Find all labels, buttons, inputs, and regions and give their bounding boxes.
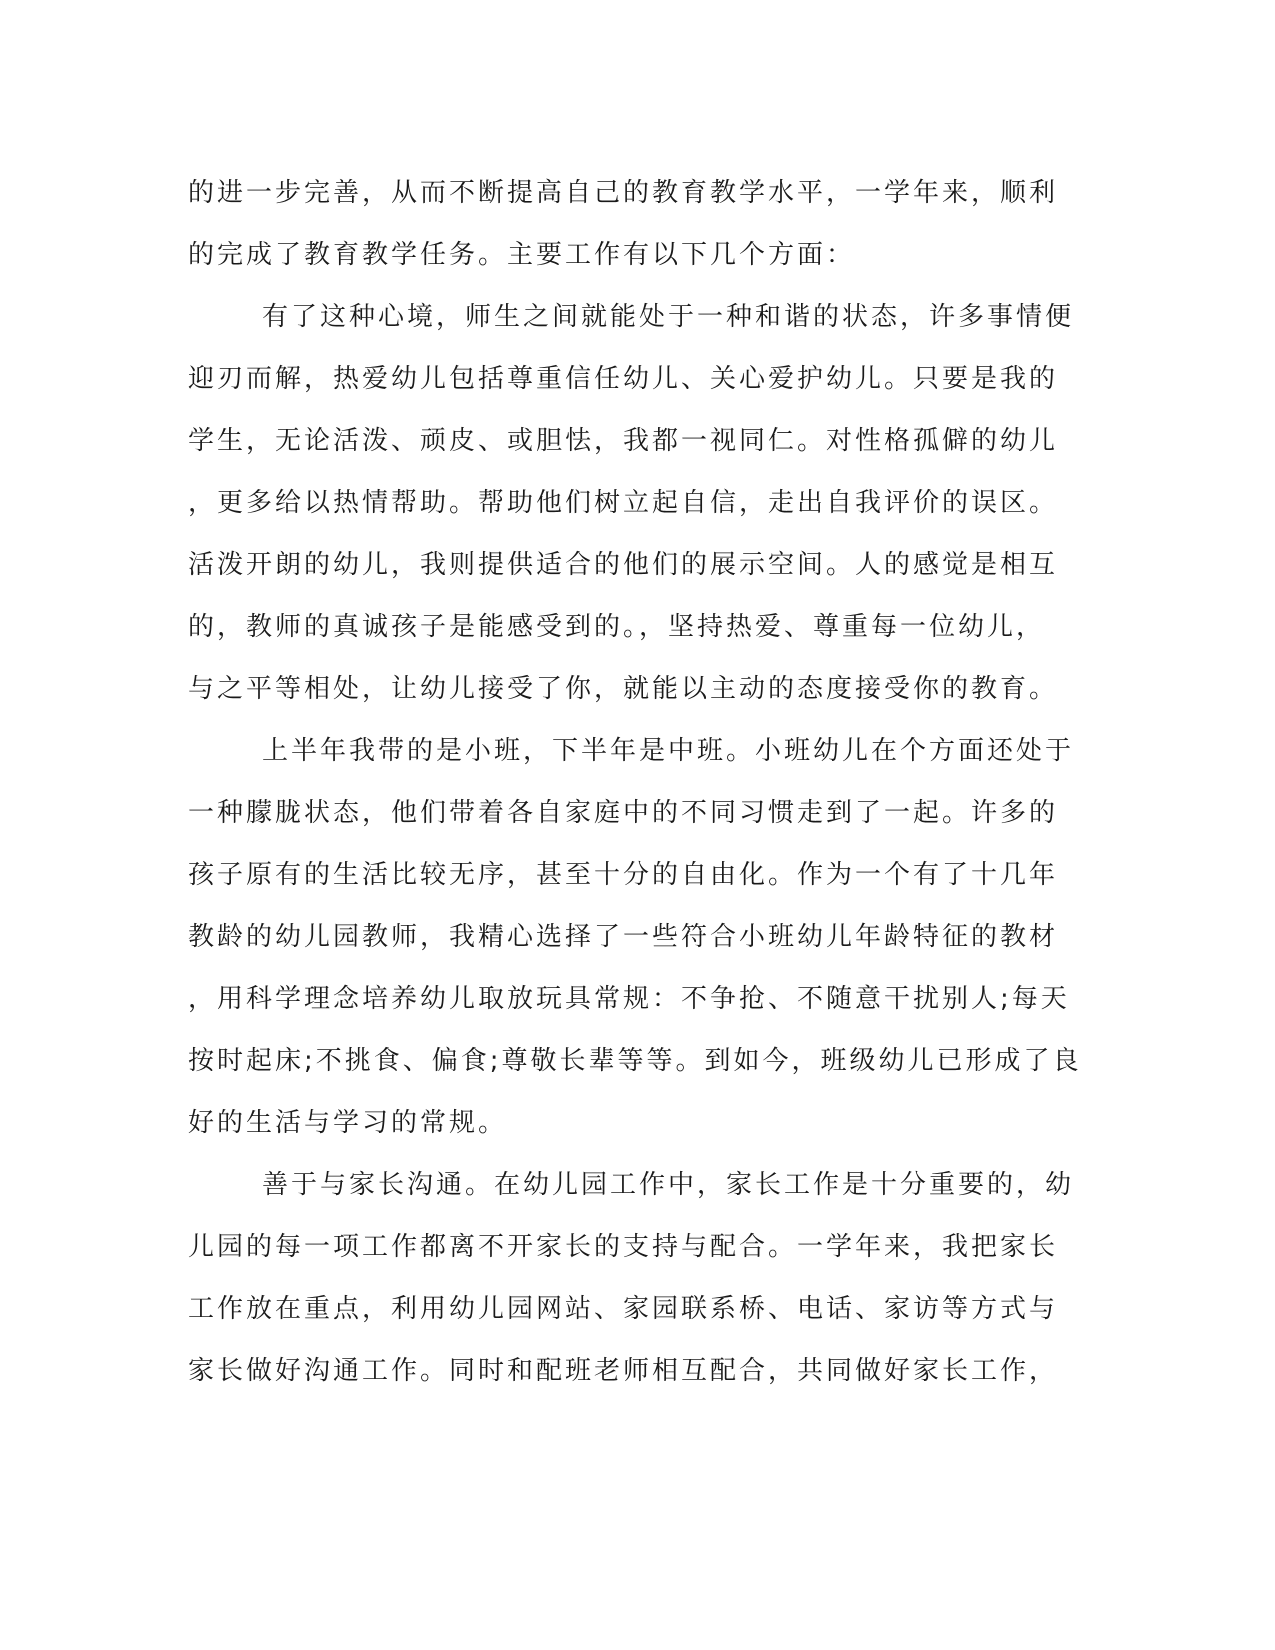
body-text xyxy=(188,162,1082,1402)
paragraph-start-line: 善于与家长沟通。在幼儿园工作中，家长工作是十分重要的，幼 xyxy=(262,1170,1075,1200)
text-line: 一种朦胧状态，他们带着各自家庭中的不同习惯走到了一起。许多的 xyxy=(188,798,1059,828)
text-line: 好的生活与学习的常规。 xyxy=(188,1108,508,1138)
paragraph-start-line: 有了这种心境，师生之间就能处于一种和谐的状态，许多事情便 xyxy=(262,302,1075,332)
text-line: 按时起床;不挑食、偏食;尊敬长辈等等。到如今，班级幼儿已形成了良 xyxy=(188,1046,1082,1076)
text-line: 与之平等相处，让幼儿接受了你，就能以主动的态度接受你的教育。 xyxy=(188,674,1059,704)
paragraph-start-line: 上半年我带的是小班，下半年是中班。小班幼儿在个方面还处于 xyxy=(262,736,1075,766)
text-line: ，用科学理念培养幼儿取放玩具常规：不争抢、不随意干扰别人;每天 xyxy=(188,984,1070,1014)
text-line: 工作放在重点，利用幼儿园网站、家园联系桥、电话、家访等方式与 xyxy=(188,1294,1059,1324)
text-line: 的完成了教育教学任务。主要工作有以下几个方面： xyxy=(188,240,856,270)
text-line: 迎刃而解，热爱幼儿包括尊重信任幼儿、关心爱护幼儿。只要是我的 xyxy=(188,364,1059,394)
text-line: ，更多给以热情帮助。帮助他们树立起自信，走出自我评价的误区。 xyxy=(188,488,1059,518)
text-line: 的进一步完善，从而不断提高自己的教育教学水平，一学年来，顺利 xyxy=(188,178,1059,208)
text-line: 孩子原有的生活比较无序，甚至十分的自由化。作为一个有了十几年 xyxy=(188,860,1059,890)
text-line: 的，教师的真诚孩子是能感受到的。，坚持热爱、尊重每一位幼儿， xyxy=(188,612,1046,642)
text-line: 学生，无论活泼、顽皮、或胆怯，我都一视同仁。对性格孤僻的幼儿 xyxy=(188,426,1059,456)
text-line: 家长做好沟通工作。同时和配班老师相互配合，共同做好家长工作， xyxy=(188,1356,1059,1386)
text-line: 儿园的每一项工作都离不开家长的支持与配合。一学年来，我把家长 xyxy=(188,1232,1059,1262)
text-line: 教龄的幼儿园教师，我精心选择了一些符合小班幼儿年龄特征的教材 xyxy=(188,922,1059,952)
text-line: 活泼开朗的幼儿，我则提供适合的他们的展示空间。人的感觉是相互 xyxy=(188,550,1059,580)
